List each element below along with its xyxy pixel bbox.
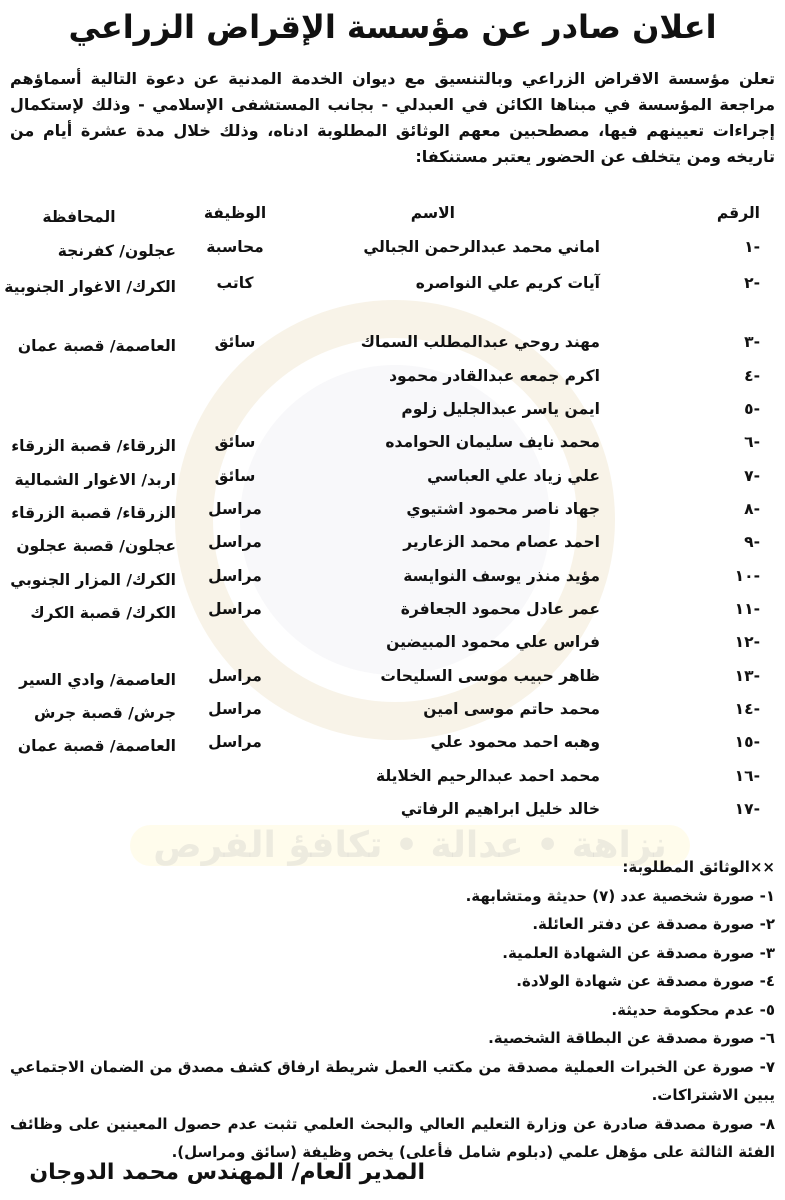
signature: المدير العام/ المهندس محمد الدوجان xyxy=(29,1160,425,1185)
row-name: اماني محمد عبدالرحمن الجبالي xyxy=(363,238,600,256)
table-row xyxy=(0,500,785,530)
document-item: ٣- صورة مصدقة عن الشهادة العلمية. xyxy=(502,943,775,962)
table-row xyxy=(0,333,785,363)
document-item: ٦- صورة مصدقة عن البطاقة الشخصية. xyxy=(488,1029,775,1047)
row-job: مراسل xyxy=(208,700,262,718)
intro-paragraph: تعلن مؤسسة الاقراض الزراعي وبالتنسيق مع ديوان الخدمة المدنية عن دعوة التالية أسماؤهم مراجعة المؤسسة في مبناها الكائن في العبدلي - بجانب المستشفى الإسلامي - وذلك لإستكمال إجراءات تعيينهم فيها، مصطحبين معهم الوثائق المطلوبة ادناه، وذلك خلال مدة عشرة أيام من تاريخه ومن يتخلف عن الحضور يعتبر مستنكفا: xyxy=(10,69,775,166)
row-job: مراسل xyxy=(208,567,262,585)
row-governorate: جرش/ قصبة جرش xyxy=(33,704,176,722)
row-name: جهاد ناصر محمود اشتيوي xyxy=(406,500,600,518)
table-row xyxy=(0,767,785,797)
row-governorate: الكرك/ المزار الجنوبي xyxy=(10,571,176,589)
row-number: -٧ xyxy=(744,467,760,485)
table-row xyxy=(0,633,785,663)
row-governorate: العاصمة/ وادي السير xyxy=(19,671,176,689)
row-job: سائق xyxy=(214,333,256,351)
row-name: خالد خليل ابراهيم الرفاتي xyxy=(400,800,600,818)
row-name: احمد عصام محمد الزعارير xyxy=(403,533,600,551)
row-governorate: العاصمة/ قصبة عمان xyxy=(17,337,176,355)
row-number: -٤ xyxy=(744,367,760,385)
row-governorate: الكرك/ قصبة الكرك xyxy=(30,604,176,622)
row-governorate: اربد/ الاغوار الشمالية xyxy=(14,471,176,489)
row-job: سائق xyxy=(214,433,256,451)
row-number: -٢ xyxy=(744,274,760,292)
row-name: وهبه احمد محمود علي xyxy=(430,733,600,751)
table-row xyxy=(0,400,785,430)
row-governorate: الزرقاء/ قصبة الزرقاء xyxy=(11,437,176,455)
table-row xyxy=(0,433,785,463)
header-name: الاسم xyxy=(410,204,455,222)
row-name: مهند روحي عبدالمطلب السماك xyxy=(360,333,600,351)
row-governorate: الكرك/ الاغوار الجنوبية xyxy=(4,278,176,296)
row-name: محمد حاتم موسى امين xyxy=(423,700,600,718)
page-title: اعلان صادر عن مؤسسة الإقراض الزراعي xyxy=(68,8,717,46)
row-number: -٦ xyxy=(744,433,760,451)
row-name: محمد نايف سليمان الحوامده xyxy=(385,433,600,451)
row-governorate: عجلون/ كفرنجة xyxy=(57,242,176,260)
row-name: محمد احمد عبدالرحيم الخلايلة xyxy=(375,767,600,785)
row-number: -١ xyxy=(744,238,760,256)
document-item: ٤- صورة مصدقة عن شهادة الولادة. xyxy=(516,972,775,990)
row-name: آيات كريم علي النواصره xyxy=(415,274,600,292)
row-number: -٩ xyxy=(744,533,760,551)
document-item: ٧- صورة عن الخبرات العملية مصدقة من مكتب العمل شريطة ارفاق كشف مصدق من الضمان الاجتماعي يبين الاشتراكات. xyxy=(10,1057,775,1104)
table-row xyxy=(0,274,785,304)
documents-heading: ××الوثائق المطلوبة: xyxy=(622,858,775,876)
row-governorate: الزرقاء/ قصبة الزرقاء xyxy=(11,504,176,522)
row-number: -٨ xyxy=(744,500,760,518)
table-row xyxy=(0,733,785,763)
header-num: الرقم xyxy=(716,204,760,222)
row-number: -٥ xyxy=(744,400,760,418)
row-name: فراس علي محمود المبيضين xyxy=(386,633,600,651)
document-item: ١- صورة شخصية عدد (٧) حديثة ومتشابهة. xyxy=(465,886,775,905)
row-name: علي زياد علي العباسي xyxy=(427,467,600,485)
document-item: ٢- صورة مصدقة عن دفتر العائلة. xyxy=(532,915,775,933)
document-item: ٥- عدم محكومة حديثة. xyxy=(611,1000,775,1019)
table-row xyxy=(0,567,785,597)
table-row xyxy=(0,467,785,497)
table-row xyxy=(0,533,785,563)
row-number: -١٧ xyxy=(734,800,760,818)
row-number: -١١ xyxy=(734,600,760,618)
row-job: سائق xyxy=(214,467,256,485)
row-number: -١٢ xyxy=(734,633,760,651)
row-name: ايمن ياسر عبدالجليل زلوم xyxy=(401,400,600,418)
row-number: -١٠ xyxy=(734,567,760,585)
table-row xyxy=(0,667,785,697)
required-documents xyxy=(10,853,775,1167)
row-name: ظاهر حبيب موسى السليحات xyxy=(380,667,600,685)
row-job: مراسل xyxy=(208,600,262,618)
row-governorate: العاصمة/ قصبة عمان xyxy=(17,737,176,755)
row-number: -١٣ xyxy=(734,667,760,685)
table-row xyxy=(0,367,785,397)
table-row xyxy=(0,800,785,830)
row-job: مراسل xyxy=(208,733,262,751)
watermark-slogan: نزاهة • عدالة • تكافؤ الفرص xyxy=(130,825,690,866)
table-row xyxy=(0,238,785,268)
row-number: -١٥ xyxy=(734,733,760,751)
row-job: محاسبة xyxy=(206,238,264,256)
row-governorate: عجلون/ قصبة عجلون xyxy=(16,537,176,555)
row-job: مراسل xyxy=(208,500,262,518)
row-number: -١٤ xyxy=(734,700,760,718)
row-number: -١٦ xyxy=(734,767,760,785)
table-header xyxy=(0,204,785,234)
row-name: مؤيد منذر يوسف النوايسة xyxy=(403,567,600,585)
row-job: مراسل xyxy=(208,667,262,685)
row-job: مراسل xyxy=(208,533,262,551)
header-job: الوظيفة xyxy=(203,204,267,222)
document-item: ٨- صورة مصدقة صادرة عن وزارة التعليم العالي والبحث العلمي تثبت عدم حصول المعينين على وظائف الفئة الثالثة على مؤهل علمي (دبلوم شامل فأعلى) يخص وظيفة (سائق ومراسل). xyxy=(10,1114,775,1161)
row-name: عمر عادل محمود الجعافرة xyxy=(400,600,600,618)
table-row xyxy=(0,600,785,630)
row-number: -٣ xyxy=(744,333,760,351)
header-gov: المحافظة xyxy=(42,208,116,226)
table-row xyxy=(0,700,785,730)
row-name: اكرم جمعه عبدالقادر محمود xyxy=(389,367,600,385)
row-job: كاتب xyxy=(216,274,254,292)
